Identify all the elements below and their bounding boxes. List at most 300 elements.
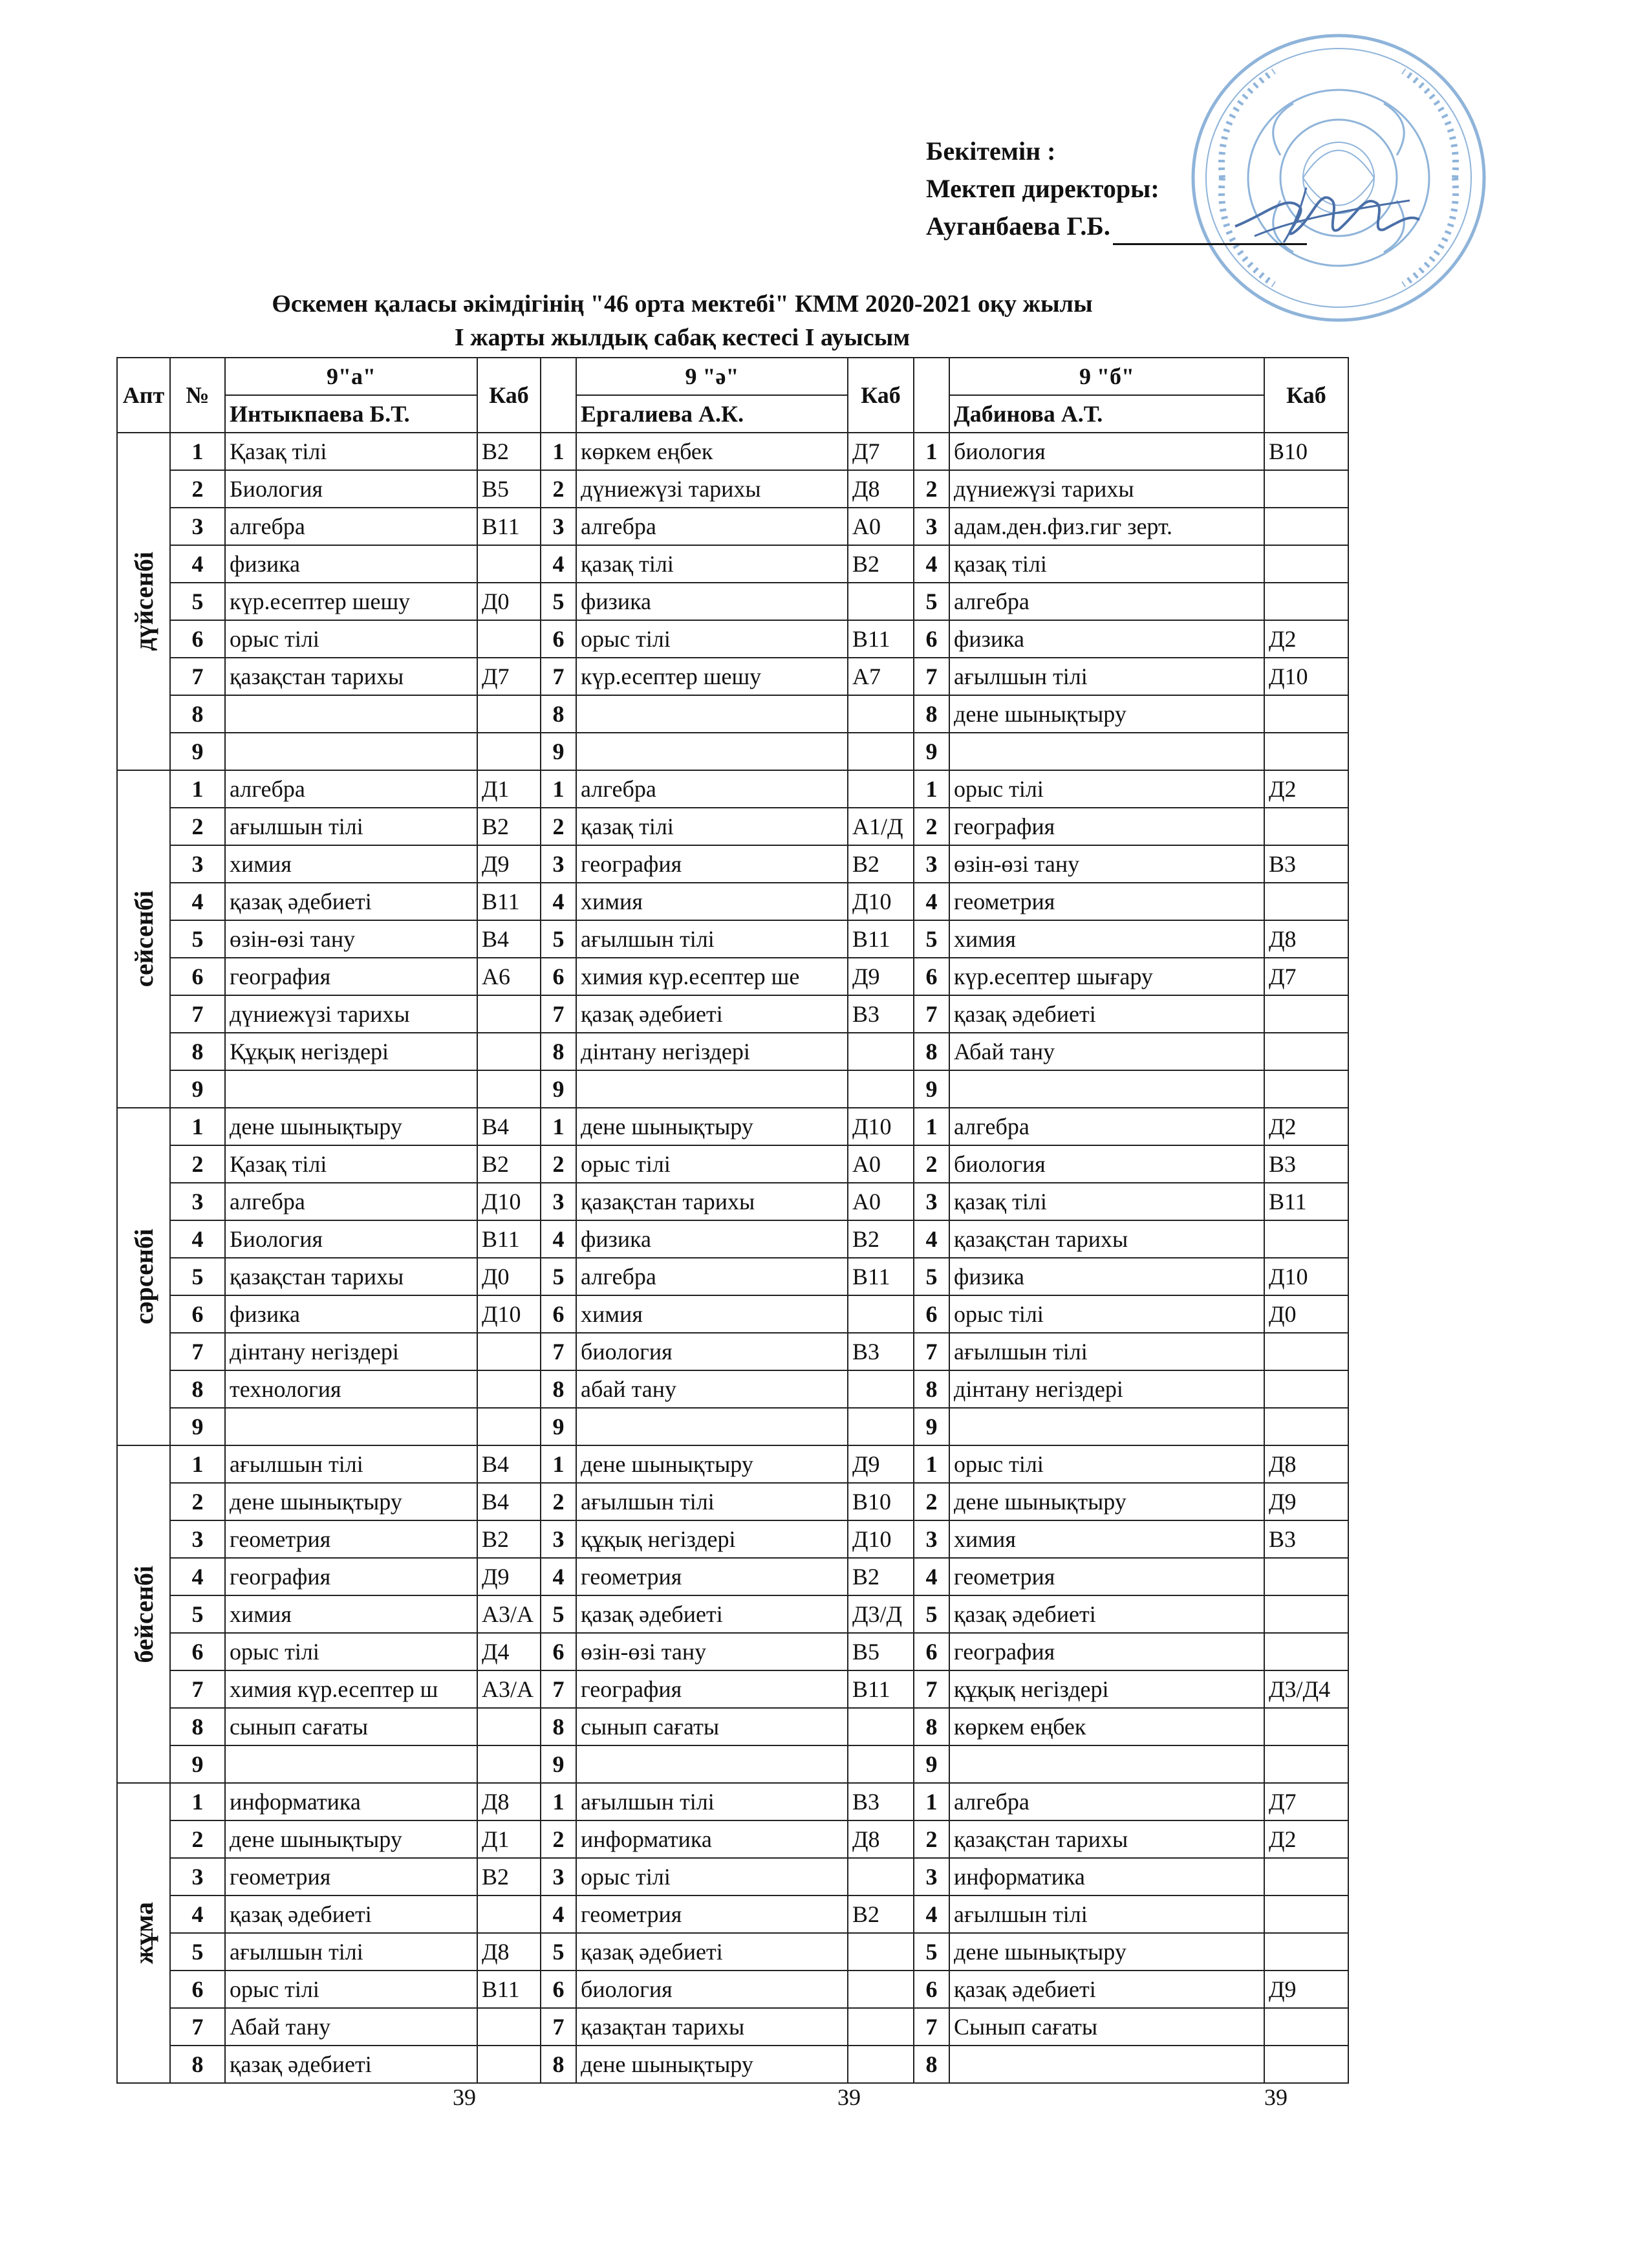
room-class-ae: В11 [848,1670,914,1708]
subject-class-b [949,1070,1264,1108]
subject-class-b: орыс тілі [949,770,1264,808]
day-column-header: Апт [117,358,170,433]
lesson-number: 1 [541,1783,576,1820]
room-class-a: Д8 [477,1783,541,1820]
subject-class-a: Абай тану [225,2008,477,2046]
room-class-a: В4 [477,1445,541,1483]
room-class-b: Д7 [1264,958,1348,995]
room-class-b: Д7 [1264,1783,1348,1820]
total-class-b: 39 [1264,2084,1288,2110]
lesson-number: 9 [170,1408,225,1445]
lesson-number: 8 [914,2046,949,2083]
lesson-number: 4 [914,1220,949,1258]
class-name-header: 9"а" [225,358,477,395]
schedule-row [117,995,1348,1033]
room-class-ae: Д8 [848,1820,914,1858]
room-class-a [477,733,541,770]
schedule-row [117,1070,1348,1108]
lesson-number: 2 [914,808,949,845]
day-cell [117,1783,170,2083]
subject-class-b [949,733,1264,770]
room-class-b [1264,470,1348,508]
subject-class-a: дінтану негіздері [225,1333,477,1370]
room-class-a: Д10 [477,1295,541,1333]
subject-class-ae: химия күр.есептер ше [576,958,848,995]
lesson-number: 5 [541,920,576,958]
room-class-b [1264,995,1348,1033]
subject-class-a: Биология [225,470,477,508]
room-class-a: В11 [477,1220,541,1258]
room-class-ae: А0 [848,1183,914,1220]
subject-class-ae: орыс тілі [576,1145,848,1183]
subject-class-b: алгебра [949,583,1264,620]
lesson-number: 2 [541,1483,576,1520]
subject-class-a: сынып сағаты [225,1708,477,1745]
teacher-name: Дабинова А.Т. [949,395,1264,433]
subject-class-b: өзін-өзі тану [949,845,1264,883]
subject-class-a: Құқық негіздері [225,1033,477,1070]
room-class-ae: В3 [848,995,914,1033]
lesson-number: 5 [541,1595,576,1633]
lesson-number: 4 [914,883,949,920]
subject-class-ae: құқық негіздері [576,1520,848,1558]
subject-class-b: Абай тану [949,1033,1264,1070]
lesson-number: 6 [170,958,225,995]
room-class-ae: В2 [848,545,914,583]
room-class-b [1264,883,1348,920]
lesson-number: 7 [541,1333,576,1370]
room-class-b [1264,733,1348,770]
room-class-ae: Д10 [848,883,914,920]
lesson-number: 8 [541,2046,576,2083]
subject-class-a [225,733,477,770]
subject-class-b: биология [949,1145,1264,1183]
day-name: дүйсенбі [129,552,158,651]
subject-class-ae: информатика [576,1820,848,1858]
lesson-number: 1 [170,1783,225,1820]
schedule-row [117,1333,1348,1370]
schedule-row [117,1633,1348,1670]
room-class-b [1264,1708,1348,1745]
lesson-number: 2 [541,1820,576,1858]
room-class-a [477,1333,541,1370]
room-class-ae: В5 [848,1633,914,1670]
room-class-a: Д10 [477,1183,541,1220]
lesson-number: 2 [914,470,949,508]
lesson-number: 6 [914,1971,949,2008]
room-class-a: Д9 [477,845,541,883]
schedule-row [117,1971,1348,2008]
subject-class-a: орыс тілі [225,1633,477,1670]
subject-class-ae: орыс тілі [576,620,848,658]
room-class-ae: В2 [848,1895,914,1933]
room-class-ae: Д10 [848,1108,914,1145]
subject-class-ae: қазақ әдебиеті [576,1933,848,1971]
lesson-number: 7 [914,658,949,695]
subject-class-b: қазақ әдебиеті [949,1971,1264,2008]
schedule-row [117,2008,1348,2046]
lesson-number: 6 [914,958,949,995]
room-class-b: В3 [1264,845,1348,883]
subject-class-a: өзін-өзі тану [225,920,477,958]
day-name: сәрсенбі [129,1229,158,1324]
subject-class-ae [576,1070,848,1108]
room-class-ae [848,1708,914,1745]
room-class-a: Д0 [477,1258,541,1295]
schedule-row [117,1370,1348,1408]
subject-class-b: қазақ әдебиеті [949,995,1264,1033]
lesson-number: 6 [541,1633,576,1670]
lesson-number: 5 [914,1933,949,1971]
room-class-b: Д2 [1264,1108,1348,1145]
subject-class-a: қазақ әдебиеті [225,2046,477,2083]
room-class-b: В11 [1264,1183,1348,1220]
approval-line-2: Мектеп директоры: [926,174,1159,203]
subject-class-ae [576,1745,848,1783]
subject-class-ae: қазақ тілі [576,545,848,583]
lesson-number: 5 [541,583,576,620]
room-class-b [1264,1633,1348,1670]
director-name: Ауганбаева Г.Б. [926,211,1110,241]
room-class-a [477,1408,541,1445]
subject-class-b: қазақ тілі [949,1183,1264,1220]
lesson-number: 2 [170,470,225,508]
room-class-ae [848,2046,914,2083]
schedule-row [117,1783,1348,1820]
lesson-number: 4 [541,883,576,920]
subject-class-b: алгебра [949,1783,1264,1820]
lesson-number: 9 [541,733,576,770]
subject-class-a [225,1408,477,1445]
subject-class-ae: география [576,845,848,883]
lesson-number: 7 [170,995,225,1033]
schedule-row [117,958,1348,995]
room-class-ae [848,1408,914,1445]
subject-class-ae: қазақ әдебиеті [576,995,848,1033]
subject-class-b: химия [949,1520,1264,1558]
schedule-row [117,658,1348,695]
schedule-row [117,1408,1348,1445]
day-name: жұма [129,1902,158,1964]
subject-class-a: дене шынықтыру [225,1820,477,1858]
lesson-number: 7 [541,658,576,695]
room-class-a: Д9 [477,1558,541,1595]
room-column-header: Каб [477,358,541,433]
subject-class-a: қазақстан тарихы [225,658,477,695]
schedule-row [117,1108,1348,1145]
schedule-row [117,1258,1348,1295]
subject-class-b: қазақстан тарихы [949,1820,1264,1858]
schedule-row [117,1895,1348,1933]
lesson-number: 2 [170,808,225,845]
schedule-row [117,1183,1348,1220]
room-class-a [477,1370,541,1408]
room-class-b: Д10 [1264,658,1348,695]
room-class-ae [848,1858,914,1895]
subject-class-b: дүниежүзі тарихы [949,470,1264,508]
class-name-header: 9 "б" [949,358,1264,395]
lesson-number: 1 [541,1445,576,1483]
subject-class-b: орыс тілі [949,1295,1264,1333]
room-class-a [477,1895,541,1933]
subject-class-b: қазақ әдебиеті [949,1595,1264,1633]
lesson-number: 6 [914,1295,949,1333]
subject-class-b: ағылшын тілі [949,1333,1264,1370]
teacher-name: Ергалиева А.К. [576,395,848,433]
subject-class-a: информатика [225,1783,477,1820]
room-class-b: В10 [1264,433,1348,470]
room-class-ae: В2 [848,1558,914,1595]
schedule-row [117,1220,1348,1258]
lesson-number: 6 [541,958,576,995]
lesson-number: 3 [914,1520,949,1558]
lesson-number: 2 [541,1145,576,1183]
schedule-row [117,695,1348,733]
number-column-header [541,358,576,433]
room-class-b [1264,1070,1348,1108]
room-class-b [1264,1333,1348,1370]
schedule-row [117,508,1348,545]
room-class-a: В4 [477,1483,541,1520]
room-class-b: В3 [1264,1520,1348,1558]
room-class-ae: В2 [848,845,914,883]
subject-class-ae: геометрия [576,1895,848,1933]
schedule-row [117,920,1348,958]
subject-class-ae [576,695,848,733]
lesson-number: 1 [541,1108,576,1145]
class-name-header: 9 "ә" [576,358,848,395]
room-class-ae [848,1745,914,1783]
lesson-number: 1 [170,433,225,470]
room-class-a: Д8 [477,1933,541,1971]
room-class-b [1264,1745,1348,1783]
lesson-number: 3 [170,845,225,883]
schedule-row [117,1520,1348,1558]
lesson-number: 4 [914,1895,949,1933]
room-class-ae [848,770,914,808]
lesson-number: 5 [170,1258,225,1295]
lesson-number: 6 [914,620,949,658]
lesson-number: 4 [914,545,949,583]
subject-class-a [225,1745,477,1783]
subject-class-b [949,1408,1264,1445]
room-class-a: В2 [477,1145,541,1183]
lesson-number: 8 [914,1033,949,1070]
lesson-number: 2 [914,1145,949,1183]
subject-class-b: дене шынықтыру [949,695,1264,733]
lesson-number: 6 [914,1633,949,1670]
subject-class-ae: қазақ әдебиеті [576,1595,848,1633]
room-class-a: В4 [477,1108,541,1145]
lesson-number: 6 [170,1971,225,2008]
subject-class-a: география [225,1558,477,1595]
schedule-row [117,1558,1348,1595]
subject-class-a: физика [225,545,477,583]
subject-class-b: қазақ тілі [949,545,1264,583]
schedule-row [117,808,1348,845]
room-class-a: Д1 [477,770,541,808]
subject-class-ae [576,733,848,770]
room-class-a: А6 [477,958,541,995]
room-class-b [1264,1370,1348,1408]
room-class-ae: В2 [848,1220,914,1258]
room-class-ae: Д9 [848,1445,914,1483]
subject-class-a: қазақ әдебиеті [225,883,477,920]
subject-class-a [225,695,477,733]
room-class-b [1264,545,1348,583]
lesson-number: 5 [914,1595,949,1633]
lesson-number: 8 [170,2046,225,2083]
room-class-b [1264,1408,1348,1445]
subject-class-b: информатика [949,1858,1264,1895]
lesson-number: 4 [170,1558,225,1595]
room-class-a: В5 [477,470,541,508]
room-class-a [477,1070,541,1108]
room-class-b: Д2 [1264,770,1348,808]
room-class-ae: Д9 [848,958,914,995]
schedule-row [117,733,1348,770]
lesson-number: 1 [914,1108,949,1145]
room-class-ae [848,1933,914,1971]
lesson-number: 6 [541,1971,576,2008]
subject-class-b: дінтану негіздері [949,1370,1264,1408]
room-class-b [1264,695,1348,733]
subject-class-ae: физика [576,1220,848,1258]
subject-class-b: ағылшын тілі [949,658,1264,695]
room-class-ae: А1/Д [848,808,914,845]
subject-class-b: биология [949,433,1264,470]
subject-class-a: дене шынықтыру [225,1483,477,1520]
room-class-b: В3 [1264,1145,1348,1183]
signature-line [1113,217,1307,245]
lesson-number: 3 [541,1520,576,1558]
room-class-b: Д2 [1264,1820,1348,1858]
schedule-row [117,583,1348,620]
subject-class-a: алгебра [225,770,477,808]
room-class-b: Д8 [1264,1445,1348,1483]
lesson-number: 7 [170,1333,225,1370]
room-class-ae [848,1295,914,1333]
room-class-a: Д7 [477,658,541,695]
document-title: Өскемен қаласы әкімдігінің "46 орта мектебі" КММ 2020-2021 оқу жылы [272,290,1093,318]
lesson-number: 6 [170,1633,225,1670]
room-class-ae: А7 [848,658,914,695]
subject-class-b: дене шынықтыру [949,1933,1264,1971]
room-class-ae [848,1971,914,2008]
subject-class-ae: қазақстан тарихы [576,1183,848,1220]
subject-class-ae: абай тану [576,1370,848,1408]
room-class-ae: Д7 [848,433,914,470]
room-class-b [1264,1858,1348,1895]
lesson-number: 7 [541,995,576,1033]
schedule-row [117,545,1348,583]
lesson-number: 1 [541,770,576,808]
subject-class-a: күр.есептер шешу [225,583,477,620]
room-class-a: В2 [477,433,541,470]
subject-class-a: дүниежүзі тарихы [225,995,477,1033]
subject-class-a: дене шынықтыру [225,1108,477,1145]
schedule-row [117,1933,1348,1971]
room-class-b: Д9 [1264,1483,1348,1520]
lesson-number: 3 [914,1183,949,1220]
subject-class-a [225,1070,477,1108]
lesson-number: 4 [170,545,225,583]
total-class-a: 39 [453,2084,476,2110]
lesson-number: 7 [914,2008,949,2046]
room-class-a: Д1 [477,1820,541,1858]
room-column-header: Каб [1264,358,1348,433]
lesson-number: 1 [914,433,949,470]
lesson-number: 3 [914,845,949,883]
lesson-number: 7 [914,995,949,1033]
lesson-number: 8 [541,1033,576,1070]
lesson-number: 5 [170,1933,225,1971]
lesson-number: 1 [914,770,949,808]
subject-class-ae: география [576,1670,848,1708]
room-class-b [1264,808,1348,845]
lesson-number: 9 [541,1408,576,1445]
room-class-ae: В11 [848,620,914,658]
schedule-row [117,1445,1348,1483]
subject-class-a: қазақ әдебиеті [225,1895,477,1933]
subject-class-a: Биология [225,1220,477,1258]
subject-class-a: орыс тілі [225,620,477,658]
subject-class-a: Қазақ тілі [225,1145,477,1183]
subject-class-ae: ағылшын тілі [576,1483,848,1520]
room-class-b: Д0 [1264,1295,1348,1333]
lesson-number: 3 [170,508,225,545]
approval-line-3 [926,208,1307,245]
lesson-number: 3 [541,845,576,883]
subject-class-b: химия [949,920,1264,958]
room-column-header: Каб [848,358,914,433]
room-class-b [1264,2008,1348,2046]
lesson-number: 2 [170,1820,225,1858]
total-class-ae: 39 [837,2084,861,2110]
room-class-b: Д9 [1264,1971,1348,2008]
subject-class-ae: алгебра [576,1258,848,1295]
room-class-a: Д4 [477,1633,541,1670]
room-class-a: В4 [477,920,541,958]
subject-class-a: ағылшын тілі [225,1933,477,1971]
schedule-row [117,2046,1348,2083]
lesson-number: 8 [170,1708,225,1745]
schedule-row [117,845,1348,883]
lesson-number: 4 [541,545,576,583]
lesson-number: 4 [170,1895,225,1933]
day-name: бейсенбі [129,1565,158,1663]
room-class-a [477,1033,541,1070]
room-class-b [1264,1933,1348,1971]
day-cell [117,770,170,1108]
lesson-number: 2 [541,808,576,845]
room-class-a [477,995,541,1033]
room-class-a: В11 [477,508,541,545]
lesson-number: 2 [541,470,576,508]
subject-class-b: физика [949,620,1264,658]
schedule-row [117,1033,1348,1070]
subject-class-ae [576,1408,848,1445]
room-class-a [477,1708,541,1745]
schedule-row [117,1708,1348,1745]
subject-class-ae: алгебра [576,508,848,545]
room-class-a: Д0 [477,583,541,620]
lesson-number: 7 [170,658,225,695]
header-row-classes [117,358,1348,395]
lesson-number: 7 [914,1333,949,1370]
room-class-a: В2 [477,1858,541,1895]
schedule-row [117,620,1348,658]
